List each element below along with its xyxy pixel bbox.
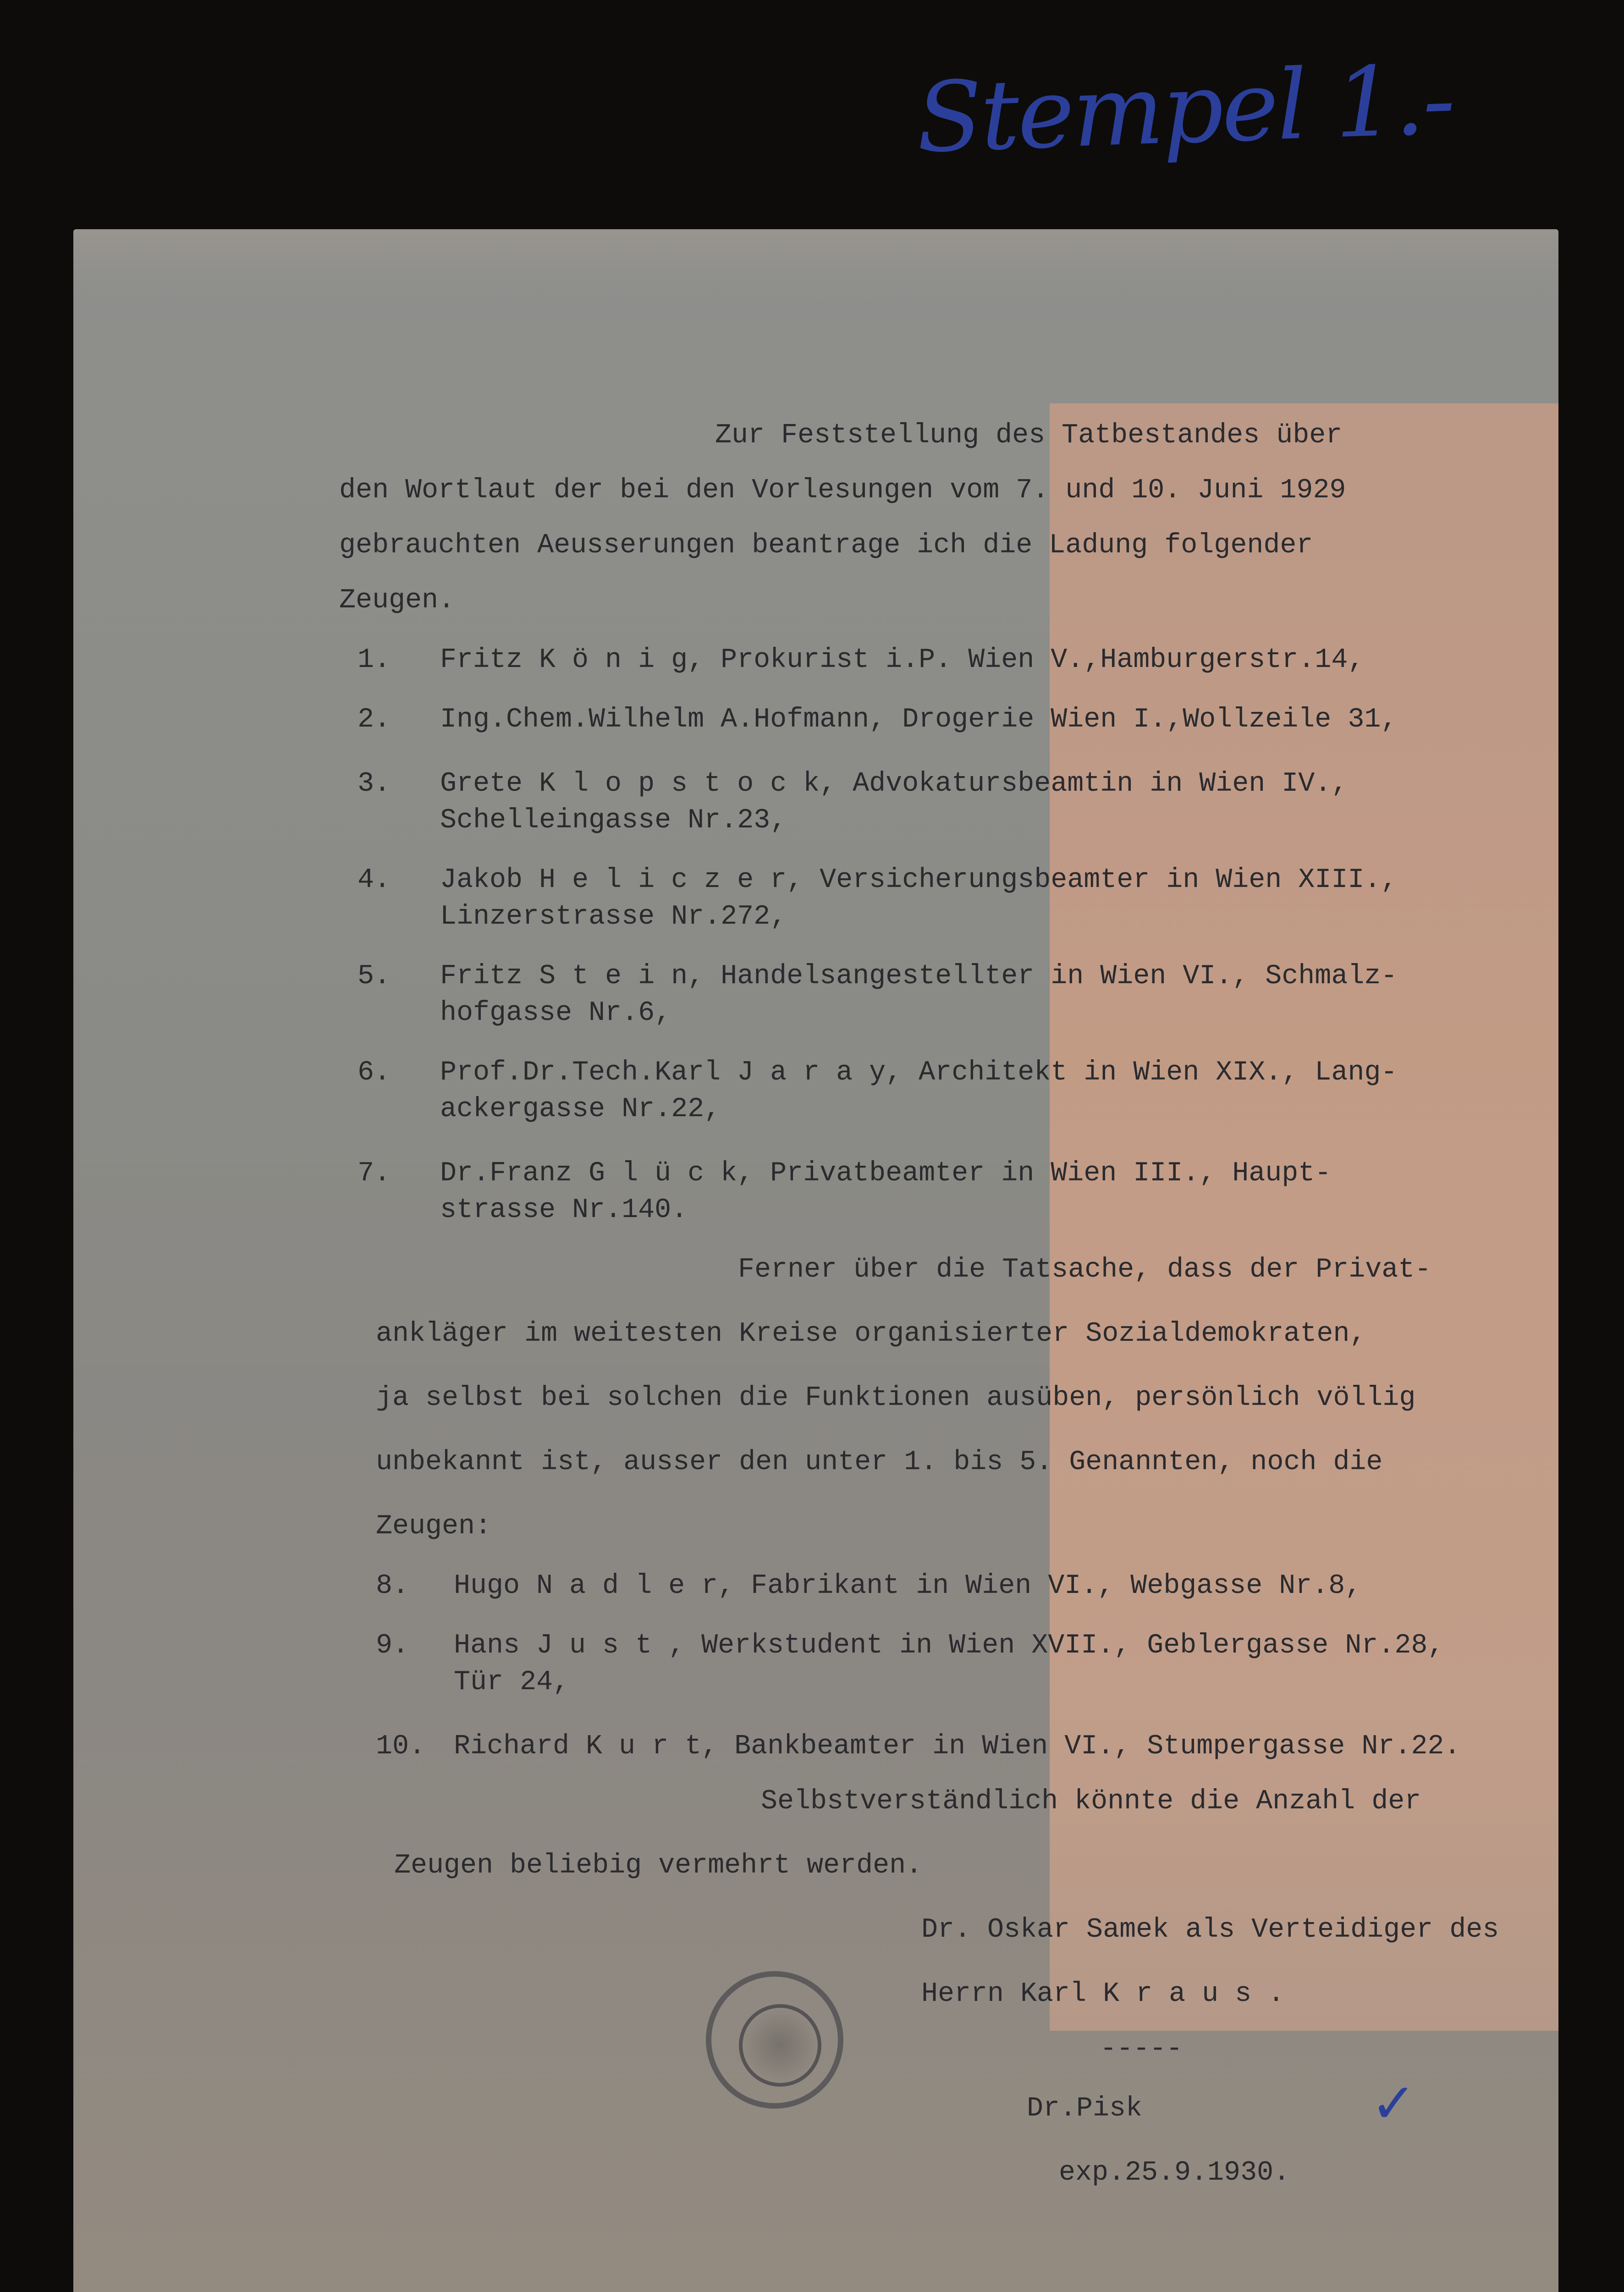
signature-line: Dr. Oskar Samek als Verteidiger des — [921, 1914, 1499, 1945]
witness-number: 3. — [358, 768, 391, 799]
further-line: ja selbst bei solchen die Funktionen ausüben, persönlich völlig — [376, 1383, 1416, 1414]
witness-line: ackergasse Nr.22, — [440, 1094, 721, 1125]
intro-line: Zur Feststellung des Tatbestandes über — [715, 420, 1343, 451]
further-line: unbekannt ist, ausser den unter 1. bis 5. Genannten, noch die — [376, 1447, 1383, 1478]
witness-line: Linzerstrasse Nr.272, — [440, 901, 787, 932]
witness-line: Hans J u s t , Werkstudent in Wien XVII., Geblergasse Nr.28, — [454, 1630, 1444, 1661]
further-line: Zeugen: — [376, 1511, 492, 1542]
witness-number: 9. — [376, 1630, 409, 1661]
handwritten-note: Stempel 1.- — [914, 43, 1455, 175]
further-line: ankläger im weitesten Kreise organisierter Sozialdemokraten, — [376, 1318, 1366, 1350]
witness-number: 8. — [376, 1570, 409, 1602]
intro-line: Zeugen. — [339, 585, 455, 616]
further-line: Ferner über die Tatsache, dass der Privat- — [738, 1254, 1431, 1285]
signature-line: exp.25.9.1930. — [1059, 2157, 1290, 2188]
library-stamp — [706, 1971, 843, 2109]
checkmark-icon: ✓ — [1371, 2072, 1417, 2136]
witness-number: 6. — [358, 1057, 391, 1088]
signature-line: Dr.Pisk — [1027, 2093, 1143, 2124]
witness-line: Grete K l o p s t o c k, Advokatursbeamtin in Wien IV., — [440, 768, 1348, 799]
witness-line: Tür 24, — [454, 1667, 570, 1698]
intro-line: den Wortlaut der bei den Vorlesungen vom 7. und 10. Juni 1929 — [339, 475, 1346, 506]
witness-number: 2. — [358, 704, 391, 735]
intro-line: gebrauchten Aeusserungen beantrage ich die Ladung folgender — [339, 530, 1313, 561]
witness-number: 4. — [358, 865, 391, 896]
witness-line: Richard K u r t, Bankbeamter in Wien VI., Stumpergasse Nr.22. — [454, 1731, 1461, 1762]
witness-number: 10. — [376, 1731, 426, 1762]
closing-line: Zeugen beliebig vermehrt werden. — [394, 1850, 923, 1881]
witness-line: Schelleingasse Nr.23, — [440, 805, 787, 836]
witness-number: 1. — [358, 645, 391, 676]
signature-line: Herrn Karl K r a u s . — [921, 1978, 1285, 2010]
witness-line: Hugo N a d l e r, Fabrikant in Wien VI., Webgasse Nr.8, — [454, 1570, 1362, 1602]
closing-line: Selbstverständlich könnte die Anzahl der — [761, 1786, 1421, 1817]
witness-line: Ing.Chem.Wilhelm A.Hofmann, Drogerie Wien I.,Wollzeile 31, — [440, 704, 1398, 735]
witness-line: Dr.Franz G l ü c k, Privatbeamter in Wien III., Haupt- — [440, 1158, 1332, 1189]
witness-line: Fritz S t e i n, Handelsangestellter in Wien VI., Schmalz- — [440, 961, 1398, 992]
witness-line: strasse Nr.140. — [440, 1195, 688, 1226]
signature-divider: ----- — [1100, 2033, 1183, 2065]
witness-line: Prof.Dr.Tech.Karl J a r a y, Architekt in Wien XIX., Lang- — [440, 1057, 1398, 1088]
witness-line: Fritz K ö n i g, Prokurist i.P. Wien V.,Hamburgerstr.14, — [440, 645, 1365, 676]
witness-line: Jakob H e l i c z e r, Versicherungsbeamter in Wien XIII., — [440, 865, 1398, 896]
witness-number: 5. — [358, 961, 391, 992]
stamp-emblem — [739, 2004, 821, 2087]
witness-number: 7. — [358, 1158, 391, 1189]
witness-line: hofgasse Nr.6, — [440, 997, 672, 1029]
